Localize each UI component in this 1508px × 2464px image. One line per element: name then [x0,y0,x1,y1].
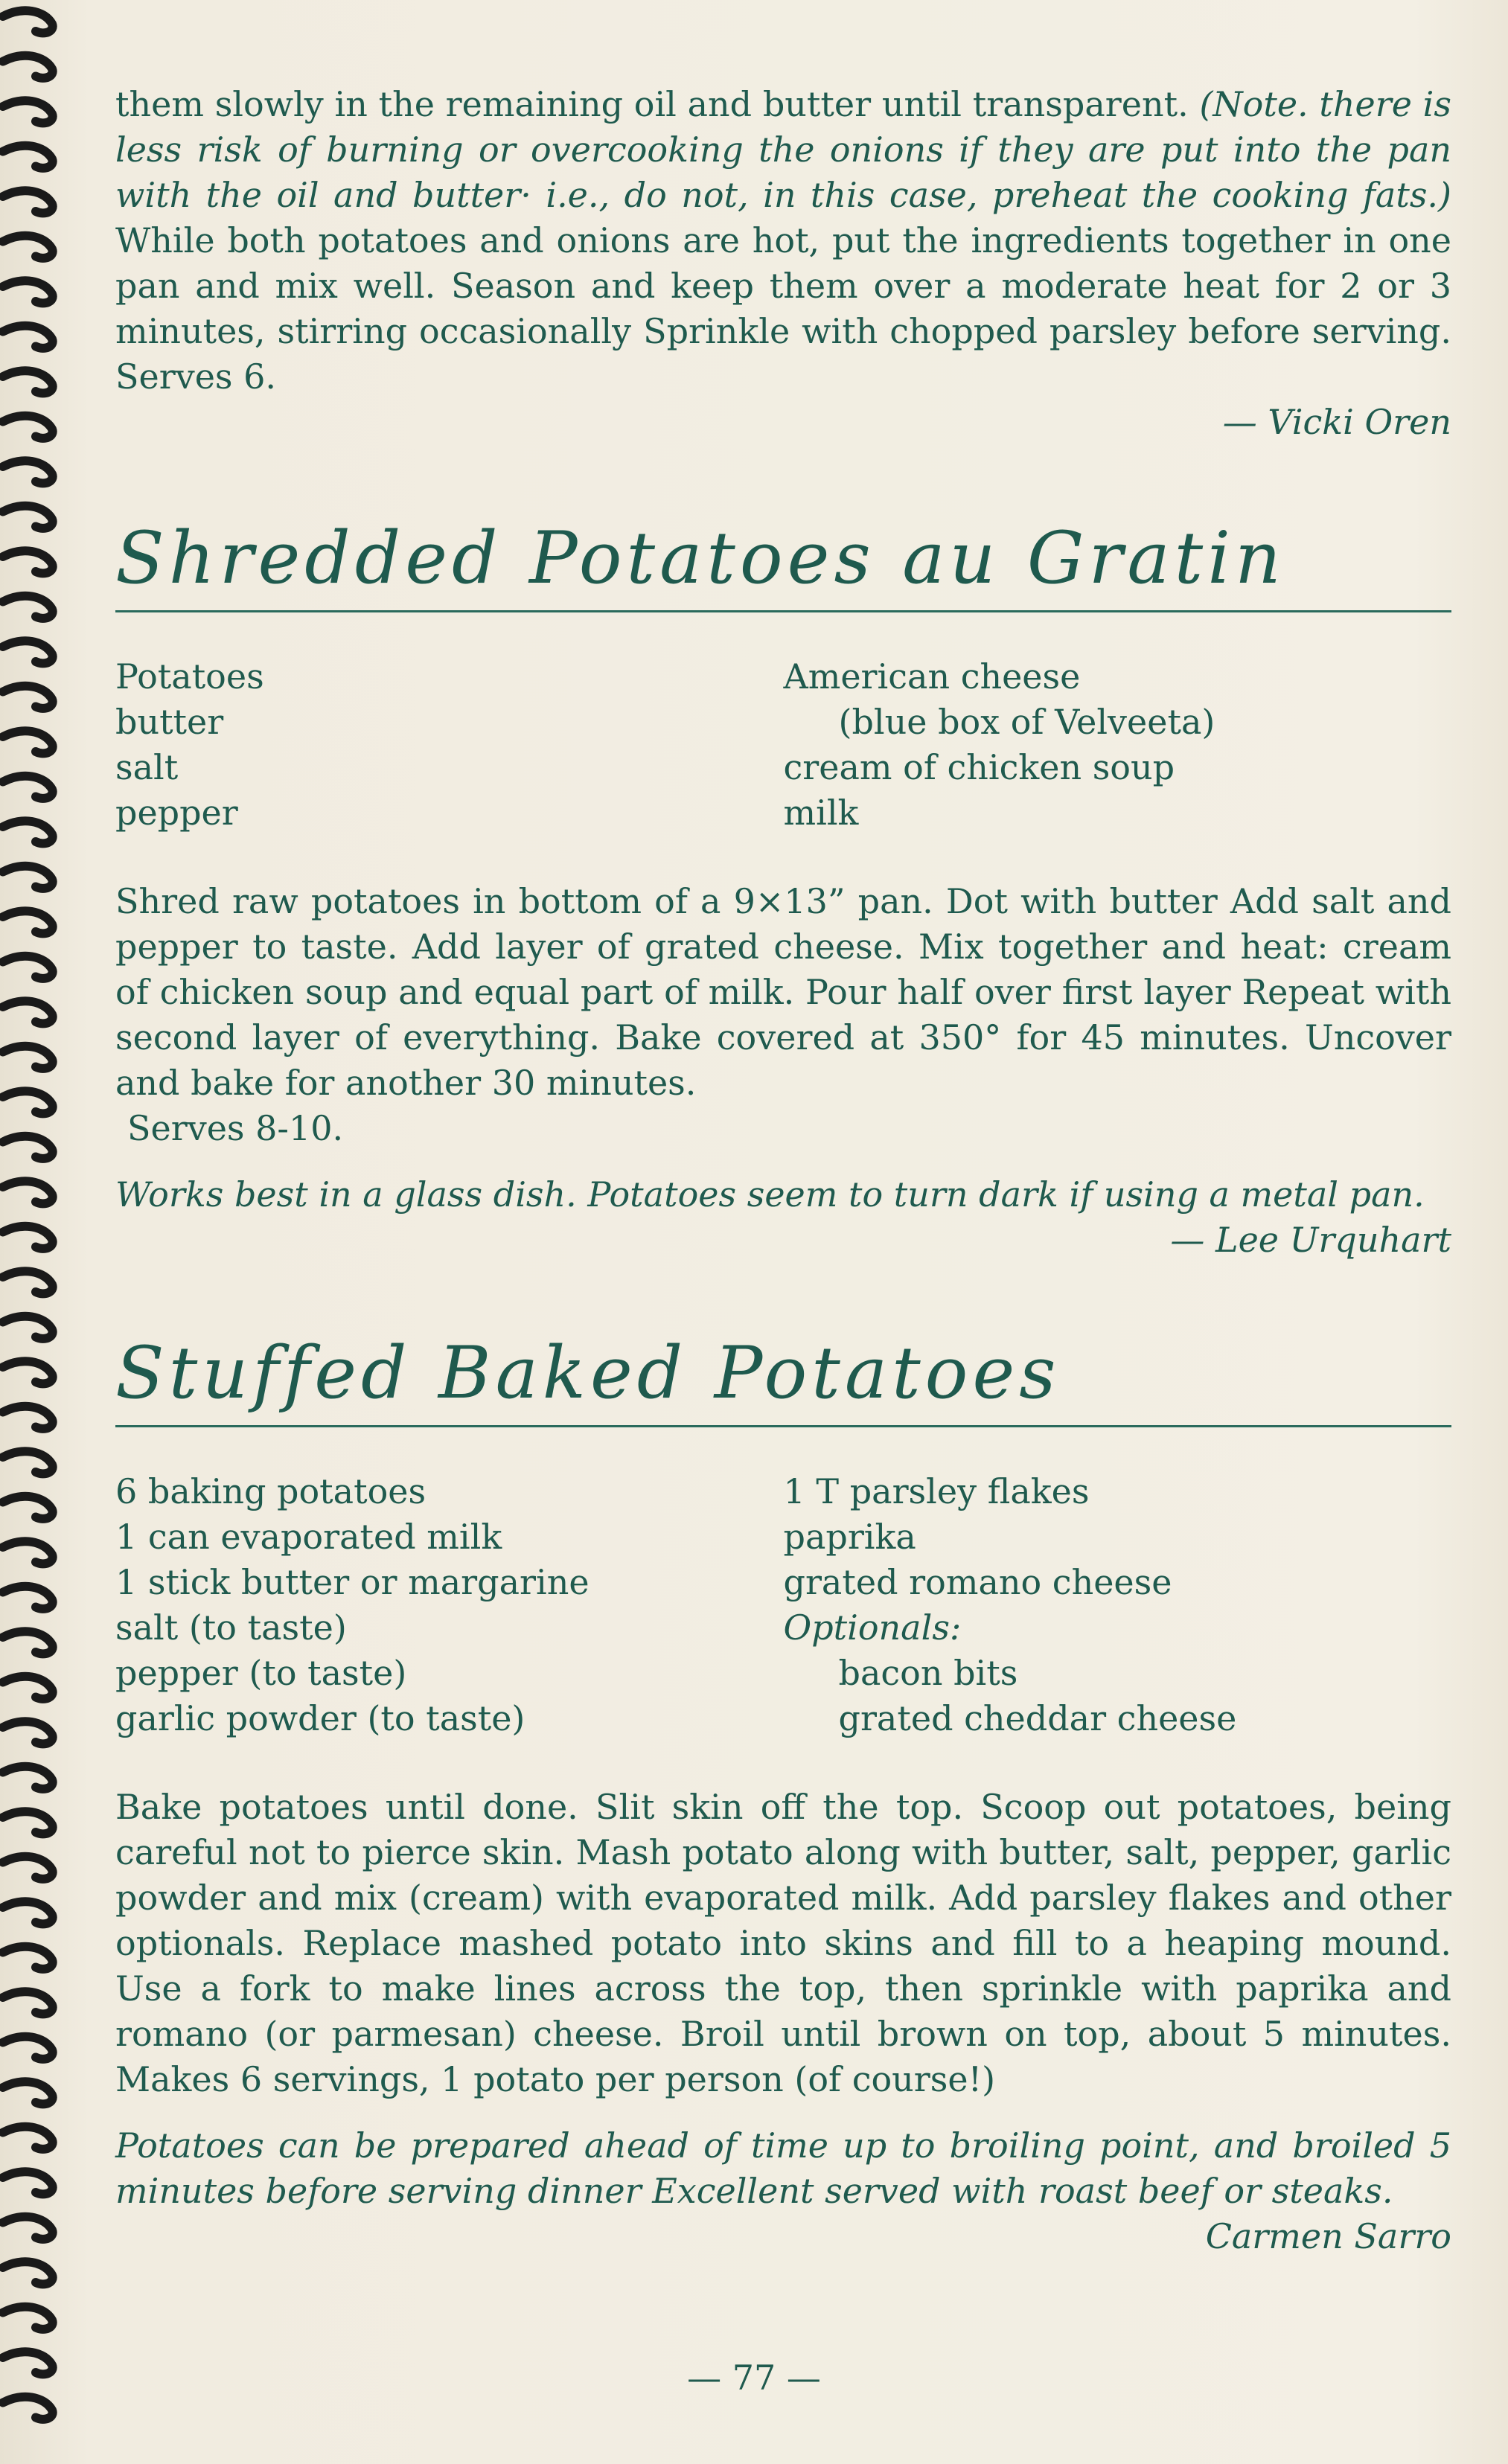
stuffed-tip: Potatoes can be prepared ahead of time up to broiling point, and broiled 5 minutes before serving dinner Excellent served with roast beef or steaks. [115,2125,1451,2211]
binding-loop [3,2037,53,2059]
ingredient-item: paprika [783,1517,916,1557]
shredded-title: Shredded Potatoes au Gratin [115,516,1285,600]
binding-loop [3,281,53,303]
binding-loop [3,1226,53,1249]
ingredient-item: grated cheddar cheese [838,1698,1237,1738]
binding-loop [3,10,53,33]
stuffed-directions: Bake potatoes until done. Slit skin off the top. Scoop out potatoes, being careful not to pierce skin. Mash potato along with butter, salt, pepper, garlic powder and mix (cream) with evaporated milk. Add parsley flakes and other optionals. Replace mashed potato into skins and fill to a heaping mound. Use a fork to make lines across the top, then sprinkle with paprika and romano (or parmesan) cheese. Broil until brown on top, about 5 minutes. Makes 6 servings, 1 potato per person (of course!) [115,1787,1451,2099]
ingredient-item: pepper (to taste) [115,1653,407,1693]
binding-loop [3,1407,53,1429]
binding-loop [3,1857,53,1879]
binding-loop [3,2172,53,2194]
binding-loop [3,1991,53,2014]
recipe-tail-author: — Vicki Oren [1222,402,1451,442]
shredded-title-rule [115,610,1451,612]
recipe-tail-start: them slowly in the remaining oil and butter until transparent. [115,84,1189,124]
binding-loop [3,641,53,663]
ingredient-item: 1 stick butter or margarine [115,1562,590,1602]
binding-loop [3,1001,53,1023]
binding-loop [3,1497,53,1519]
page-content [115,82,1451,2259]
ingredient-item: 1 can evaporated milk [115,1517,502,1557]
spiral-binding [0,0,67,2464]
ingredient-item: salt [115,747,179,787]
shredded-directions: Shred raw potatoes in bottom of a 9×13” pan. Dot with butter Add salt and pepper to taste. Add layer of grated cheese. Mix together and heat: cream of chicken soup and equal part of milk. Pour half over first layer Repeat with second layer of everything. Bake covered at 350° for 45 minutes. Uncover and bake for another 30 minutes. [115,881,1451,1103]
binding-loop [3,2397,53,2419]
binding-loop [3,2081,53,2104]
binding-loop [3,2307,53,2329]
shredded-ingredients-right [784,654,1452,836]
binding-loop [3,1316,53,1339]
shredded-tip: Works best in a glass dish. Potatoes seem to turn dark if using a metal pan. [115,1174,1425,1215]
stuffed-title: Stuffed Baked Potatoes [115,1331,1061,1415]
ingredient-item: American cheese [783,656,1081,697]
binding-loop [3,866,53,889]
binding-loop [3,100,53,123]
binding-loop [3,326,53,348]
binding-loop [3,56,53,78]
binding-loop [3,1947,53,1969]
binding-loop [3,731,53,753]
shredded-serves: Serves 8-10. [127,1108,344,1148]
binding-loop [3,1811,53,1834]
binding-loop [3,686,53,708]
binding-loop [3,1271,53,1293]
binding-loop [3,1587,53,1609]
recipe-tail-end: While both potatoes and onions are hot, put the ingredients together in one pan and mix well. Season and keep them over a moderate heat for 2 or 3 minutes, stirring occasionally Sprinkle with chopped parsley before serving. Serves 6. [115,220,1451,397]
stuffed-ingredients-left [115,1469,784,1741]
ingredient-item: butter [115,702,224,742]
binding-loop [3,956,53,979]
binding-loop [3,2127,53,2149]
stuffed-author: Carmen Sarro [1205,2216,1451,2256]
ingredient-item: garlic powder (to taste) [115,1698,525,1738]
binding-loop [3,1136,53,1159]
binding-loop [3,506,53,528]
recipe-tail-note: (Note. there is less risk of burning or overcooking the onions if they are put into the pan with the oil and butter· i.e., do not, in this case, preheat the cooking fats.) [115,84,1451,215]
binding-loop [3,1677,53,1699]
ingredient-item: cream of chicken soup [783,747,1175,787]
shredded-author: — Lee Urquhart [1170,1220,1451,1260]
binding-loop [3,371,53,393]
binding-loop [3,236,53,258]
ingredient-item: 1 T parsley flakes [783,1471,1090,1511]
shredded-ingredients-left [115,654,784,836]
binding-loop [3,191,53,213]
binding-loop [3,821,53,843]
binding-loop [3,596,53,618]
binding-loop [3,1901,53,1924]
ingredient-item: 6 baking potatoes [115,1471,426,1511]
binding-loop [3,1767,53,1789]
ingredient-item: (blue box of Velveeta) [838,702,1215,742]
binding-loop [3,1091,53,1113]
binding-loop [3,1631,53,1654]
binding-loop [3,1046,53,1069]
binding-loop [3,146,53,168]
stuffed-title-rule [115,1425,1451,1427]
stuffed-ingredients [115,1469,1451,1741]
page-number: — 77 — [687,2358,821,2398]
ingredient-item: Potatoes [115,656,264,697]
binding-loop [3,1451,53,1473]
ingredient-item: milk [783,793,859,833]
optionals-label: Optionals: [783,1607,962,1648]
binding-loop [3,911,53,933]
ingredient-item: salt (to taste) [115,1607,347,1648]
ingredient-item: grated romano cheese [783,1562,1172,1602]
recipe-tail-text [115,82,1451,400]
binding-loop [3,2217,53,2239]
ingredient-item: pepper [115,793,238,833]
binding-loop [3,1541,53,1564]
binding-loop [3,1361,53,1383]
binding-loop [3,461,53,483]
binding-loop [3,416,53,438]
ingredient-item: bacon bits [838,1653,1018,1693]
binding-loop [3,551,53,573]
stuffed-ingredients-right [784,1469,1452,1741]
binding-loop [3,1181,53,1203]
binding-loop [3,2262,53,2284]
binding-loop [3,776,53,799]
shredded-ingredients [115,654,1451,836]
binding-loop [3,1721,53,1744]
